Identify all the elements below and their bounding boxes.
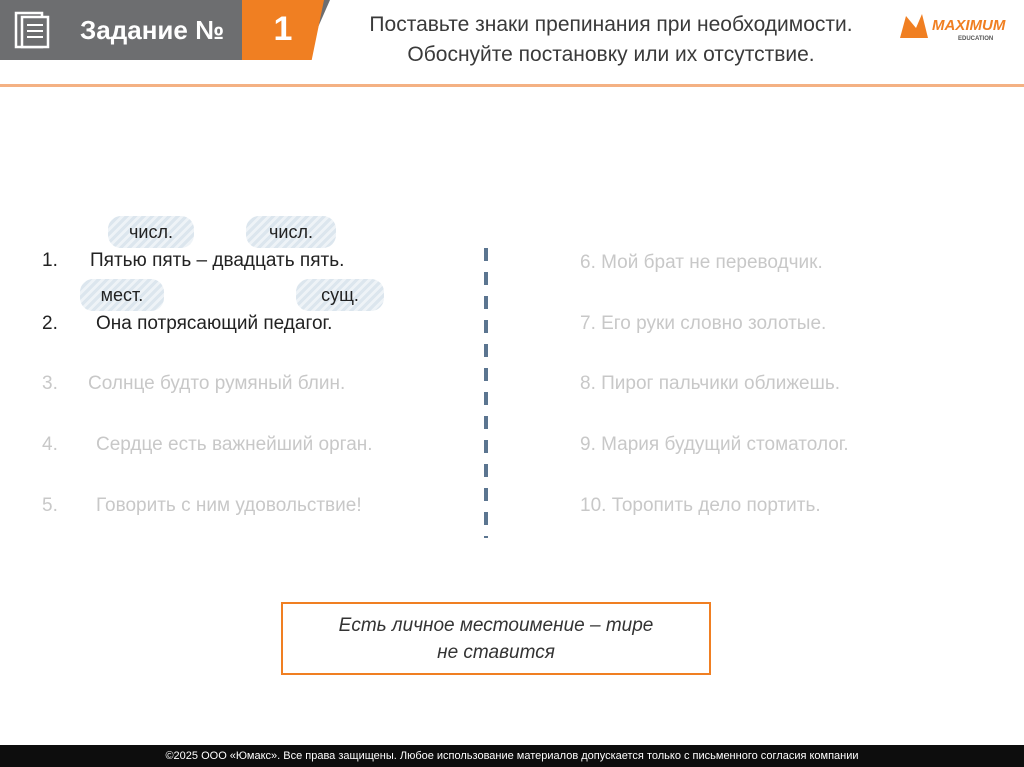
- header: [0, 0, 1024, 86]
- item-number: 5.: [42, 495, 58, 516]
- list-item-4: [42, 434, 373, 456]
- item-text: Говорить с ним удовольствие!: [96, 495, 362, 516]
- item-text: Она потрясающий педагог.: [96, 313, 333, 334]
- list-item-10: 10. Торопить дело портить.: [580, 495, 821, 516]
- tag-pronoun: мест.: [80, 279, 164, 311]
- tag-noun: сущ.: [296, 279, 384, 311]
- logo-text: MAXIMUM: [932, 17, 1006, 34]
- item-number: 1.: [42, 250, 58, 271]
- item-text: Сердце есть важнейший орган.: [96, 434, 373, 455]
- item-number: 2.: [42, 313, 58, 334]
- tag-numeral-1: числ.: [108, 216, 194, 248]
- explanation-line-1: Есть личное местоимение – тире: [338, 615, 654, 636]
- instruction-line-2: Обоснуйте постановку или их отсутствие.: [407, 43, 815, 66]
- logo-subtext: EDUCATION: [958, 36, 994, 42]
- document-icon: [12, 10, 52, 50]
- list-item-8: 8. Пирог пальчики оближешь.: [580, 373, 841, 394]
- list-item-2: [42, 313, 333, 335]
- item-number: 3.: [42, 373, 58, 394]
- header-divider: [0, 84, 1024, 87]
- list-item-5: [42, 495, 362, 517]
- list-item-1: [42, 250, 345, 272]
- list-item-6: 6. Мой брат не переводчик.: [580, 252, 823, 273]
- instruction-line-1: Поставьте знаки препинания при необходимости.: [369, 13, 853, 36]
- explanation-box: [281, 602, 711, 675]
- explanation-line-2: не ставится: [437, 642, 555, 663]
- copyright-footer: ©2025 ООО «Юмакс». Все права защищены. Любое использование материалов допускается только с письменного согласия компании: [0, 745, 1024, 767]
- item-number: 4.: [42, 434, 58, 455]
- explanation-text: [283, 612, 709, 666]
- tag-numeral-2: числ.: [246, 216, 336, 248]
- list-item-3: [42, 373, 346, 395]
- list-item-7: 7. Его руки словно золотые.: [580, 313, 827, 334]
- task-label: Задание №: [80, 15, 225, 45]
- list-item-9: 9. Мария будущий стоматолог.: [580, 434, 849, 455]
- item-text: Пятью пять – двадцать пять.: [90, 250, 345, 271]
- instruction: [336, 10, 886, 70]
- maximum-logo: [898, 8, 1016, 48]
- item-text: Солнце будто румяный блин.: [88, 373, 346, 394]
- column-divider: [484, 248, 488, 538]
- task-number: 1: [273, 10, 293, 48]
